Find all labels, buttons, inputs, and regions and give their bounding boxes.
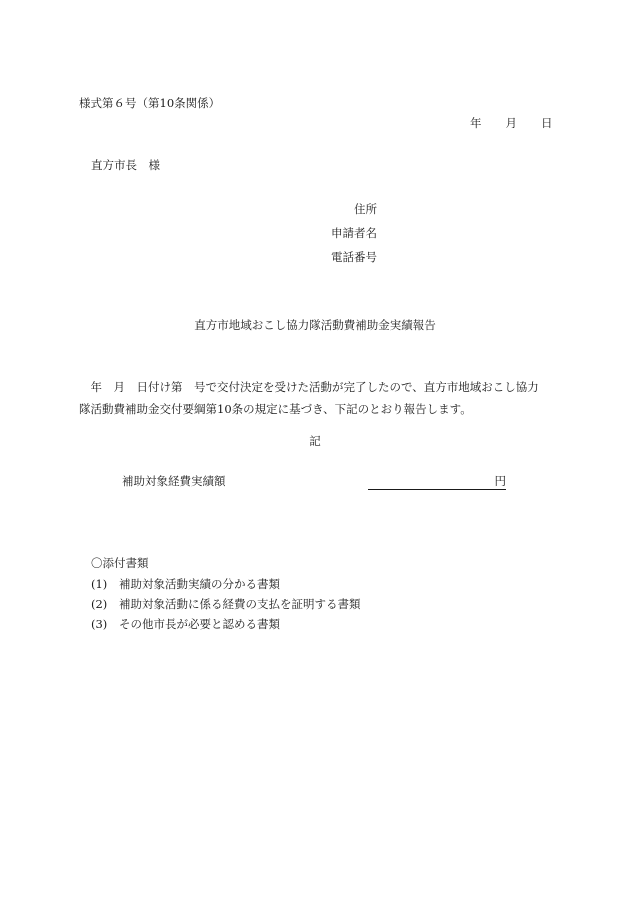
attachment-item bbox=[91, 579, 280, 591]
ki-heading: 記 bbox=[309, 434, 321, 448]
form-number: 様式第６号（第10条関係） bbox=[79, 96, 221, 110]
attachment-item bbox=[91, 599, 361, 611]
document-title: 直方市地域おこし協力隊活動費補助金実績報告 bbox=[194, 318, 436, 332]
attachment-number: (1) bbox=[91, 577, 108, 591]
date-day: 日 bbox=[541, 116, 553, 130]
attachment-text: 補助対象活動実績の分かる書類 bbox=[119, 577, 280, 591]
attachment-text: その他市長が必要と認める書類 bbox=[119, 617, 280, 631]
attachment-item bbox=[91, 619, 280, 631]
phone-label: 電話番号 bbox=[331, 250, 377, 264]
report-body: 年 月 日付け第 号で交付決定を受けた活動が完了したので、直方市地域おこし協力隊活動費補助金交付要綱第10条の規定に基づき、下記のとおり報告します。 bbox=[79, 380, 539, 416]
attachment-number: (3) bbox=[91, 617, 108, 631]
attachments-heading: 〇添付書類 bbox=[91, 556, 149, 570]
date-year: 年 bbox=[470, 116, 482, 130]
date-month: 月 bbox=[505, 116, 517, 130]
addressee: 直方市長 様 bbox=[91, 158, 160, 172]
applicant-name-label: 申請者名 bbox=[331, 226, 377, 240]
attachment-text: 補助対象活動に係る経費の支払を証明する書類 bbox=[119, 597, 361, 611]
attachment-number: (2) bbox=[91, 597, 108, 611]
amount-unit: 円 bbox=[494, 474, 506, 488]
address-label: 住所 bbox=[354, 202, 377, 216]
amount-label: 補助対象経費実績額 bbox=[122, 474, 226, 488]
amount-field[interactable] bbox=[368, 476, 506, 490]
date-line bbox=[470, 118, 553, 130]
